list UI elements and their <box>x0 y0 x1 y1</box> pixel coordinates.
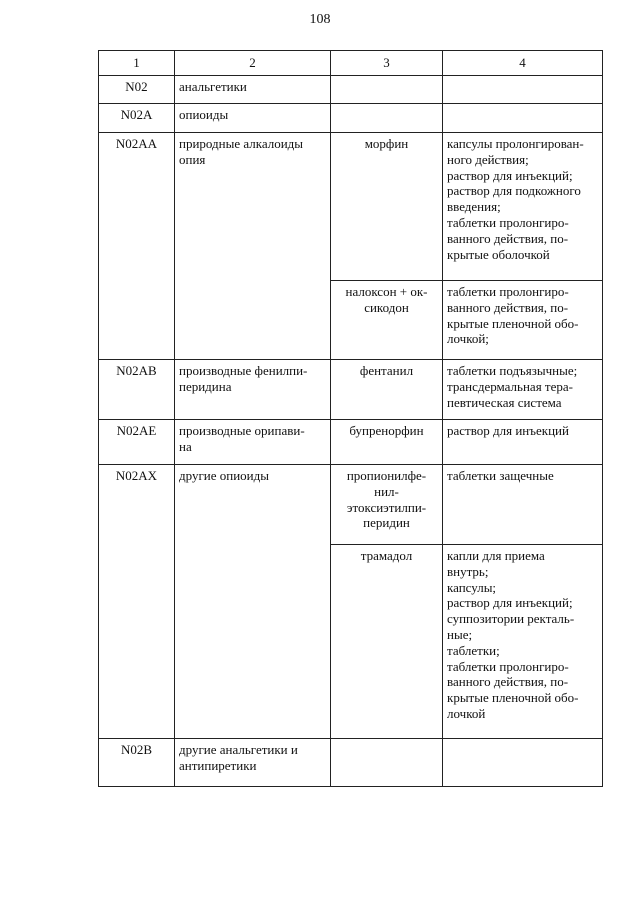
dosage-forms: раствор для инъекций <box>443 420 603 465</box>
atc-code: N02B <box>99 739 175 787</box>
page-number: 108 <box>309 12 331 27</box>
group-name: анальгетики <box>175 76 331 104</box>
dosage-forms: таблетки пролонгиро- ванного действия, по- крытые пленочной обо- лочкой; <box>443 281 603 360</box>
header-col-3: 3 <box>331 51 443 76</box>
drug-name: трамадол <box>331 545 443 739</box>
dosage-forms: таблетки подъязычные; трансдермальная тера- певтическая система <box>443 360 603 420</box>
table-row <box>99 76 603 104</box>
group-name: производные фенилпи- перидина <box>175 360 331 420</box>
group-name: производные орипави- на <box>175 420 331 465</box>
drug-name <box>331 739 443 787</box>
table-row <box>99 360 603 420</box>
drug-name <box>331 104 443 133</box>
atc-code: N02A <box>99 104 175 133</box>
drug-name <box>331 76 443 104</box>
drug-name: бупренорфин <box>331 420 443 465</box>
table-row <box>99 420 603 465</box>
drug-name: налоксон + ок- сикодон <box>331 281 443 360</box>
dosage-forms <box>443 104 603 133</box>
header-col-1: 1 <box>99 51 175 76</box>
dosage-forms <box>443 76 603 104</box>
table-row <box>99 739 603 787</box>
header-col-2: 2 <box>175 51 331 76</box>
atc-code: N02AA <box>99 133 175 360</box>
header-col-4: 4 <box>443 51 603 76</box>
drug-name: фентанил <box>331 360 443 420</box>
group-name: природные алкалоиды опия <box>175 133 331 360</box>
drug-name: морфин <box>331 133 443 281</box>
dosage-forms: таблетки защечные <box>443 465 603 545</box>
atc-code: N02 <box>99 76 175 104</box>
table-row <box>99 465 603 545</box>
table-row <box>99 133 603 281</box>
atc-code: N02AX <box>99 465 175 739</box>
group-name: опиоиды <box>175 104 331 133</box>
drug-name: пропионилфе- нил- этоксиэтилпи- перидин <box>331 465 443 545</box>
table-row <box>99 104 603 133</box>
drug-table <box>98 50 603 787</box>
atc-code: N02AB <box>99 360 175 420</box>
dosage-forms <box>443 739 603 787</box>
group-name: другие анальгетики и антипиретики <box>175 739 331 787</box>
table-header-row <box>99 51 603 76</box>
atc-code: N02AE <box>99 420 175 465</box>
dosage-forms: капли для приема внутрь; капсулы; раствор для инъекций; суппозитории ректаль- ные; таблетки; таблетки пролонгиро- ванного действия, по- крытые пленочной обо- лочкой <box>443 545 603 739</box>
group-name: другие опиоиды <box>175 465 331 739</box>
dosage-forms: капсулы пролонгирован- ного действия; раствор для инъекций; раствор для подкожного введения; таблетки пролонгиро- ванного действия, по- крытые оболочкой <box>443 133 603 281</box>
